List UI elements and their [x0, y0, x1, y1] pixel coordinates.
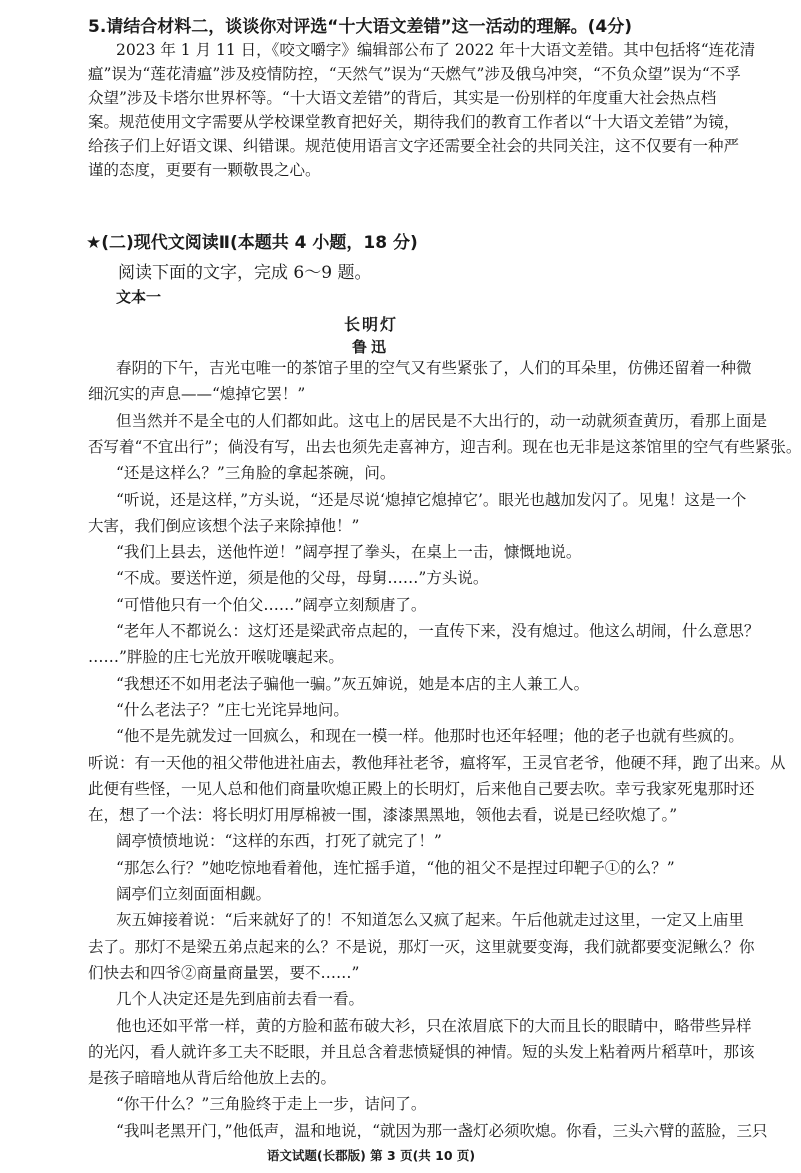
story-line: 阔亭们立刻面面相觑。: [116, 885, 272, 903]
text-label: 文本一: [116, 288, 162, 306]
story-line: “老年人不都说么：这灯还是梁武帝点起的，一直传下来，没有熄过。他这么胡闹，什么意思？: [116, 622, 760, 640]
page-footer: 语文试题(长郡版) 第 3 页(共 10 页): [266, 1148, 476, 1163]
story-line: 在，想了一个法：将长明灯用厚棉被一围，漆漆黑黑地，领他去看，说是已经吹熄了。”: [88, 806, 678, 824]
story-line: “什么老法子？”庄七光诧异地问。: [116, 701, 349, 719]
material-line: 给孩子们上好语文课、纠错课。规范使用语言文字还需要全社会的共同关注，这不仅要有一种严: [88, 137, 740, 155]
story-line: 阔亭愤愤地说：“这样的东西，打死了就完了！”: [116, 832, 442, 850]
story-line: 去了。那灯不是梁五弟点起来的么？不是说，那灯一灭，这里就要变海，我们就都要变泥鳅么？你: [88, 938, 755, 956]
story-line: 灰五婶接着说：“后来就好了的！不知道怎么又疯了起来。午后他就走过这里，一定又上庙里: [116, 911, 744, 929]
story-line: “我叫老黑开门，”他低声，温和地说，“就因为那一盏灯必须吹熄。你看，三头六臂的蓝脸，三只: [116, 1122, 768, 1140]
story-line: 细沉实的声息——“熄掉它罢！”: [88, 385, 306, 403]
story-line: 几个人决定还是先到庙前去看一看。: [116, 990, 365, 1008]
story-line: “听说，还是这样，”方头说，“还是尽说‘熄掉它熄掉它’。眼光也越加发闪了。见鬼！这是一个: [116, 491, 747, 509]
story-line: “不成。要送忤逆，须是他的父母，母舅……”方头说。: [116, 569, 489, 587]
story-line: 是孩子暗暗地从背后给他放上去的。: [88, 1069, 337, 1087]
story-line: “我们上县去，送他忤逆！”阔亭捏了拳头，在桌上一击，慷慨地说。: [116, 543, 582, 561]
material-line: 谨的态度，更要有一颗敬畏之心。: [88, 161, 321, 179]
story-line: 大害，我们倒应该想个法子来除掉他！”: [88, 517, 360, 535]
material-line: 瘟”误为“莲花清瘟”涉及疫情防控，“天然气”误为“天燃气”涉及俄乌冲突，“不负众望”误为“不孚: [88, 65, 741, 83]
reading-instruction: 阅读下面的文字，完成 6～9 题。: [118, 263, 372, 283]
story-line: 的光闪，看人就许多工夫不眨眼，并且总含着悲愤疑惧的神情。短的头发上粘着两片稻草叶，那该: [88, 1043, 755, 1061]
story-line: ……”胖脸的庄七光放开喉咙嚷起来。: [88, 648, 344, 666]
story-line: “你干什么？”三角脸终于走上一步，诘问了。: [116, 1095, 427, 1113]
story-line: “还是这样么？”三角脸的拿起茶碗，问。: [116, 464, 396, 482]
story-author: 鲁迅: [351, 338, 390, 356]
story-line: 他也还如平常一样，黄的方脸和蓝布破大衫，只在浓眉底下的大而且长的眼睛中，略带些异样: [116, 1017, 752, 1035]
story-line: 春阴的下午，吉光屯唯一的茶馆子里的空气又有些紧张了，人们的耳朵里，仿佛还留着一种微: [116, 359, 752, 377]
story-line: “他不是先就发过一回疯么，和现在一模一样。他那时也还年轻哩；他的老子也就有些疯的。: [116, 727, 744, 745]
section-heading: ★(二)现代文阅读Ⅱ(本题共 4 小题，18 分): [86, 233, 418, 253]
story-line: 但当然并不是全屯的人们都如此。这屯上的居民是不大出行的，动一动就须查黄历，看那上面是: [116, 412, 768, 430]
story-line: “我想还不如用老法子骗他一骗。”灰五婶说，她是本店的主人兼工人。: [116, 675, 590, 693]
material-line: 众望”涉及卡塔尔世界杯等。“十大语文差错”的背后，其实是一份别样的年度重大社会热点档: [88, 89, 717, 107]
story-line: 听说：有一天他的祖父带他进社庙去，教他拜社老爷，瘟将军，王灵官老爷，他硬不拜，跑了出来。从: [88, 754, 786, 772]
story-line: 们快去和四爷②商量商量罢，要不……”: [88, 964, 360, 982]
story-line: “可惜他只有一个伯父……”阔亭立刻颓唐了。: [116, 596, 427, 614]
material-line: 案。规范使用文字需要从学校课堂教育把好关，期待我们的教育工作者以“十大语文差错”为镜，: [88, 113, 740, 131]
material-line: 2023 年 1 月 11 日，《咬文嚼字》编辑部公布了 2022 年十大语文差错。其中包括将“连花清: [116, 41, 756, 59]
story-title: 长明灯: [343, 315, 398, 334]
question-5: 5.请结合材料二，谈谈你对评选“十大语文差错”这一活动的理解。(4分): [88, 17, 632, 37]
story-line: 否写着“不宜出行”；倘没有写，出去也须先走喜神方，迎吉利。现在也无非是这茶馆里的空气有些紧张。: [88, 438, 801, 456]
story-line: “那怎么行？”她吃惊地看着他，连忙摇手道，“他的祖父不是捏过印靶子①的么？”: [116, 859, 675, 877]
story-line: 此便有些怪，一见人总和他们商量吹熄正殿上的长明灯，后来他自己要去吹。幸亏我家死鬼那时还: [88, 780, 755, 798]
